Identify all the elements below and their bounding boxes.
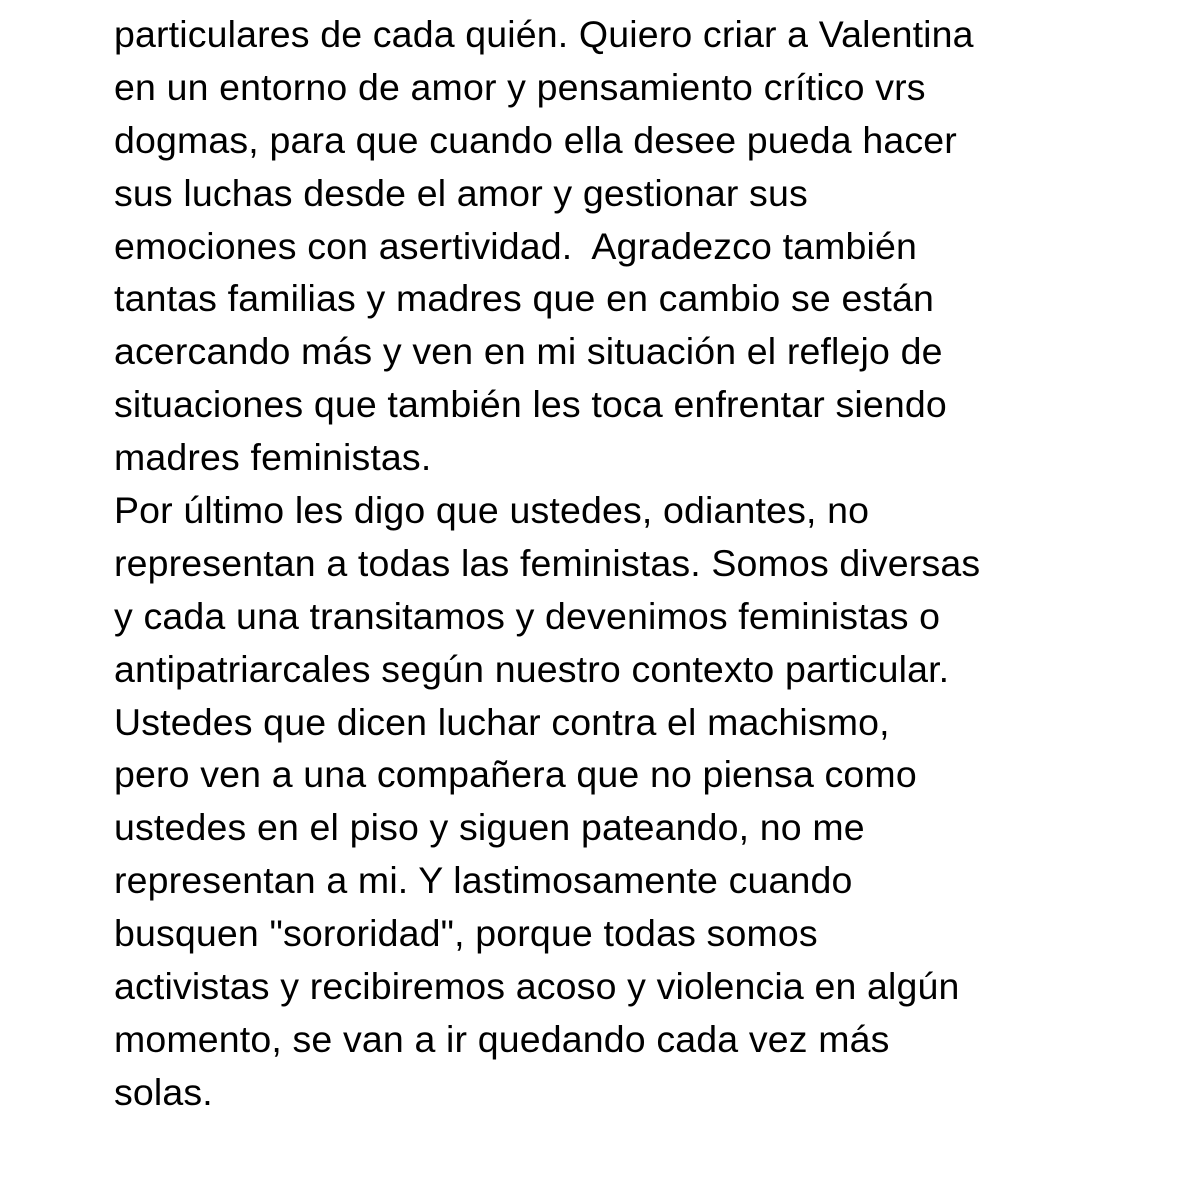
note-line: solas. bbox=[114, 1070, 213, 1113]
note-line: particulares de cada quién. Quiero criar a Valentina bbox=[114, 13, 974, 55]
note-line: emociones con asertividad. Agradezco también bbox=[114, 224, 918, 267]
note-line: y cada una transitamos y devenimos feministas o bbox=[114, 594, 941, 637]
note-line: Ustedes que dicen luchar contra el machismo, bbox=[114, 700, 890, 743]
note-line: sus luchas desde el amor y gestionar sus bbox=[114, 171, 808, 214]
note-line: tantas familias y madres que en cambio se están bbox=[114, 277, 934, 320]
note-line: antipatriarcales según nuestro contexto particular. bbox=[114, 647, 950, 690]
note-line: dogmas, para que cuando ella desee pueda hacer bbox=[114, 118, 957, 161]
note-line: activistas y recibiremos acoso y violencia en algún bbox=[114, 965, 960, 1008]
note-line: representan a mi. Y lastimosamente cuando bbox=[114, 859, 853, 902]
note-line: situaciones que también les toca enfrentar siendo bbox=[114, 383, 947, 426]
note-line: pero ven a una compañera que no piensa como bbox=[114, 753, 917, 796]
note-line: ustedes en el piso y siguen pateando, no me bbox=[114, 806, 865, 849]
note-line: representan a todas las feministas. Somos diversas bbox=[114, 541, 981, 584]
note-line: Por último les digo que ustedes, odiantes, no bbox=[114, 489, 870, 532]
note-line: madres feministas. bbox=[114, 436, 432, 479]
note-body-text bbox=[114, 8, 1184, 1119]
note-line: momento, se van a ir quedando cada vez más bbox=[114, 1017, 890, 1060]
note-line: acercando más y ven en mi situación el reflejo de bbox=[114, 330, 943, 373]
note-line: busquen "sororidad", porque todas somos bbox=[114, 912, 818, 955]
note-line: en un entorno de amor y pensamiento crítico vrs bbox=[114, 65, 926, 108]
